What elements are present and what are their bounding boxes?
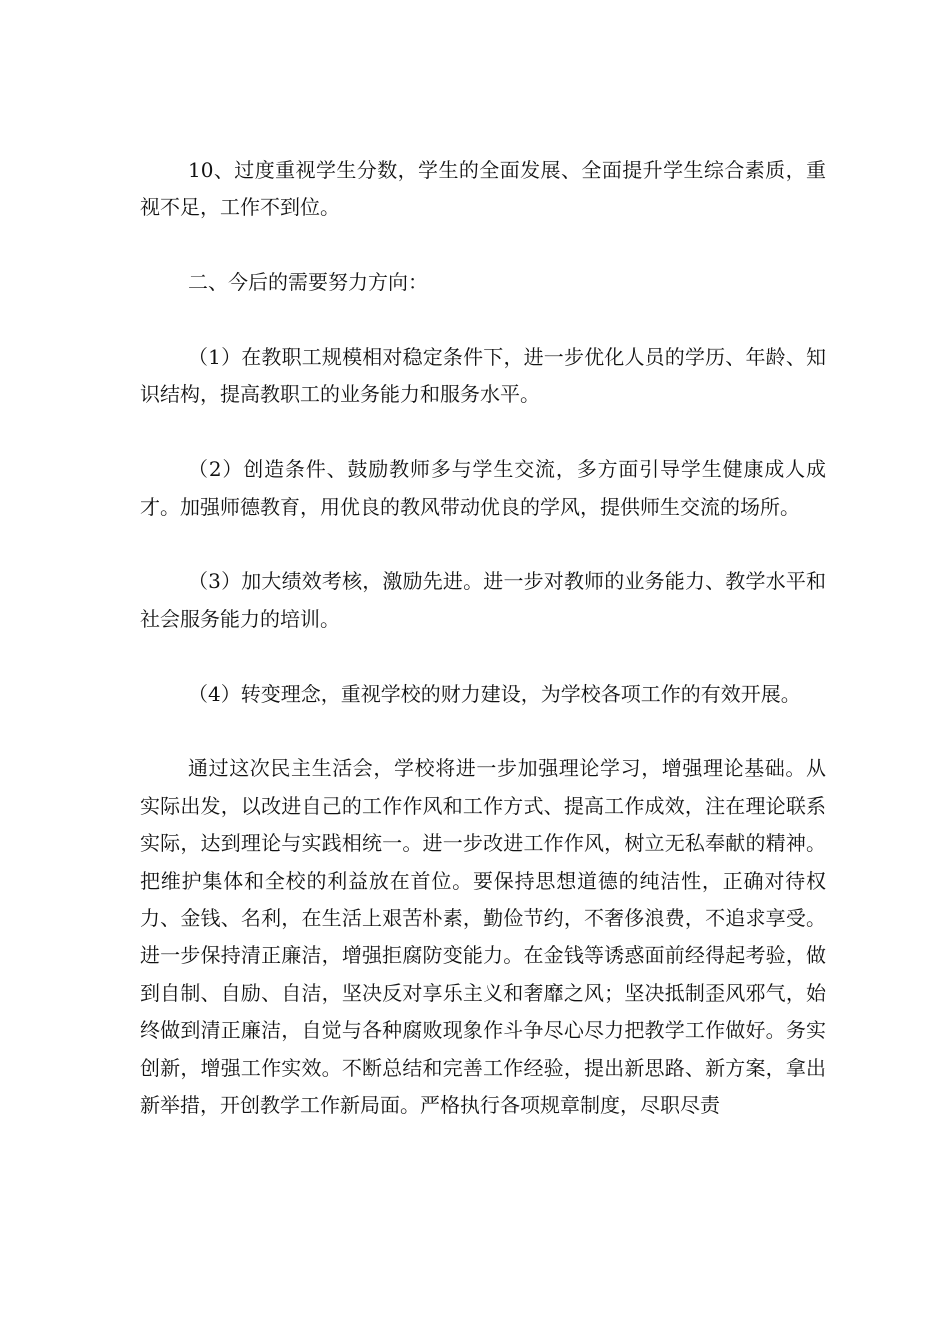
paragraph-measure-3: （3）加大绩效考核，激励先进。进一步对教师的业务能力、教学水平和社会服务能力的培训。: [140, 569, 826, 631]
section-heading-future-direction: 二、今后的需要努力方向：: [188, 270, 428, 295]
paragraph-measure-4: （4）转变理念，重视学校的财力建设，为学校各项工作的有效开展。: [188, 681, 801, 706]
paragraph-conclusion: 通过这次民主生活会，学校将进一步加强理论学习，增强理论基础。从实际出发，以改进自己的工作作风和工作方式、提高工作成效，注在理论联系实际，达到理论与实践相统一。进一步改进工作作风，树立无私奉献的精神。把维护集体和全校的利益放在首位。要保持思想道德的纯洁性，正确对待权力、金钱、名利，在生活上艰苦朴素，勤俭节约，不奢侈浪费，不追求享受。进一步保持清正廉洁，增强拒腐防变能力。在金钱等诱惑面前经得起考验，做到自制、自励、自洁，坚决反对享乐主义和奢靡之风；坚决抵制歪风邪气，始终做到清正廉洁，自觉与各种腐败现象作斗争尽心尽力把教学工作做好。务实创新，增强工作实效。不断总结和完善工作经验，提出新思路、新方案，拿出新举措，开创教学工作新局面。严格执行各项规章制度，尽职尽责: [140, 756, 826, 1118]
document-body: [140, 152, 826, 1162]
paragraph-measure-1: （1）在教职工规模相对稳定条件下，进一步优化人员的学历、年龄、知识结构，提高教职工的业务能力和服务水平。: [140, 345, 826, 407]
paragraph-measure-2: （2）创造条件、鼓励教师多与学生交流，多方面引导学生健康成人成才。加强师德教育，用优良的教风带动优良的学风，提供师生交流的场所。: [140, 457, 826, 519]
paragraph-item-10: 10、过度重视学生分数，学生的全面发展、全面提升学生综合素质，重视不足，工作不到位。: [140, 158, 826, 220]
